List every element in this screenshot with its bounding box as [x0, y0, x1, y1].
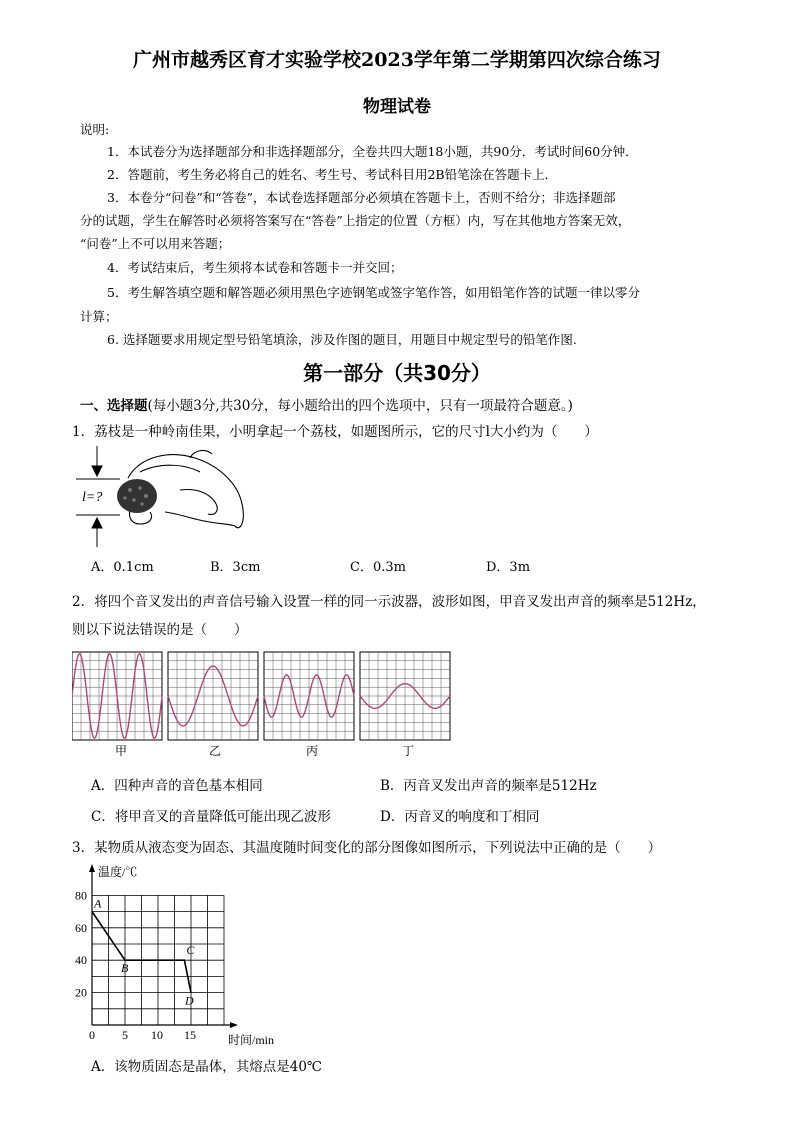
wave-label-bing: 丙 — [305, 744, 318, 758]
q3-option-a: A．该物质固态是晶体，其熔点是40℃ — [91, 1059, 323, 1075]
point-label-b: B — [121, 961, 129, 976]
x-tick-label: 5 — [122, 1028, 128, 1042]
wave-label-yi: 乙 — [208, 744, 221, 758]
lychee-hand-figure — [70, 444, 255, 549]
instruction-6: 6. 选择题要求用规定型号铅笔填涂，涉及作图的题目，用题目中规定型号的铅笔作图. — [107, 332, 577, 347]
section-title: 一、选择题 — [80, 398, 148, 414]
wave-label-ding: 丁 — [401, 744, 414, 758]
part1-heading: 第一部分（共30分） — [303, 361, 491, 385]
y-tick-label: 60 — [75, 920, 87, 935]
y-tick-label: 20 — [75, 985, 87, 1000]
x-axis-label: 时间/min — [228, 1033, 275, 1047]
q1-option-c: C．0.3m — [350, 560, 406, 575]
point-label-c: C — [186, 943, 195, 958]
lychee — [117, 479, 157, 513]
wave-label-jia: 甲 — [114, 744, 127, 758]
instruction-1: 1．本试卷分为选择题部分和非选择题部分，全卷共四大题18小题，共90分．考试时间60分钟． — [107, 144, 638, 159]
y-tick-label: 40 — [75, 953, 87, 968]
instruction-3b: 分的试题，学生在解答时必须将答案写在“答卷”上指定的位置（方框）内，写在其他地方答案无效， — [80, 213, 631, 228]
q1-option-b: B．3cm — [210, 560, 261, 575]
x-axis-arrow — [230, 1022, 238, 1028]
question-3-text: 3．某物质从液态变为固态、其温度随时间变化的部分图像如图所示，下列说法中正确的是（ ） — [72, 840, 662, 856]
instruction-5b: 计算； — [80, 309, 118, 324]
section-desc: (每小题3分,共30分，每小题给出的四个选项中，只有一项最符合题意。) — [147, 398, 573, 414]
question-2-text-a: 2．将四个音叉发出的声音信号输入设置一样的同一示波器，波形如图，甲音叉发出声音的频率是512Hz， — [72, 594, 706, 610]
x-tick-label: 0 — [89, 1028, 95, 1042]
oscilloscope-panel — [360, 652, 450, 740]
q2-option-d: D．丙音叉的响度和丁相同 — [380, 809, 540, 825]
y-axis-label: 温度/℃ — [98, 865, 138, 879]
q2-option-a: A．四种声音的音色基本相同 — [91, 778, 263, 794]
temperature-time-chart — [68, 858, 298, 1050]
section-header — [80, 394, 573, 414]
instruction-4: 4．考试结束后，考生须将本试卷和答题卡一并交回； — [107, 260, 403, 275]
instruction-3a: 3．本卷分“问卷”和“答卷”，本试卷选择题部分必须填在答题卡上，否则不给分；非选择题部 — [107, 190, 616, 205]
y-tick-label: 80 — [75, 888, 87, 903]
point-label-a: A — [94, 896, 102, 911]
chart-axes — [89, 864, 238, 1028]
q1-option-a: A．0.1cm — [91, 560, 154, 575]
q2-option-b: B．丙音叉发出声音的频率是512Hz — [380, 778, 597, 794]
instruction-2: 2．答题前，考生务必将自己的姓名、考生号、考试科目用2B铅笔涂在答题卡上． — [107, 167, 558, 182]
q2-option-c: C．将甲音叉的音量降低可能出现乙波形 — [91, 809, 331, 825]
question-1-text: 1．荔枝是一种岭南佳果，小明拿起一个荔枝，如题图所示，它的尺寸l大小约为（ ） — [72, 424, 598, 440]
instructions-label: 说明: — [80, 122, 110, 137]
exam-subtitle: 物理试卷 — [363, 97, 431, 117]
q1-option-d: D．3m — [486, 560, 531, 575]
instruction-3c: “问卷”上不可以用来答题； — [80, 236, 231, 251]
oscilloscope-panel — [168, 652, 258, 740]
point-label-d: D — [185, 993, 194, 1008]
oscilloscope-waveforms — [72, 650, 456, 742]
x-tick-label: 15 — [184, 1028, 196, 1042]
x-tick-label: 10 — [151, 1028, 163, 1042]
y-axis-arrow — [89, 864, 95, 872]
instruction-5a: 5．考生解答填空题和解答题必须用黑色字迹钢笔或签字笔作答，如用铅笔作答的试题一律以零分 — [107, 285, 640, 300]
exam-title: 广州市越秀区育才实验学校2023学年第二学期第四次综合练习 — [133, 49, 661, 71]
question-2-text-b: 则以下说法错误的是（ ） — [72, 622, 248, 638]
fig-label-l: l=? — [82, 490, 103, 505]
